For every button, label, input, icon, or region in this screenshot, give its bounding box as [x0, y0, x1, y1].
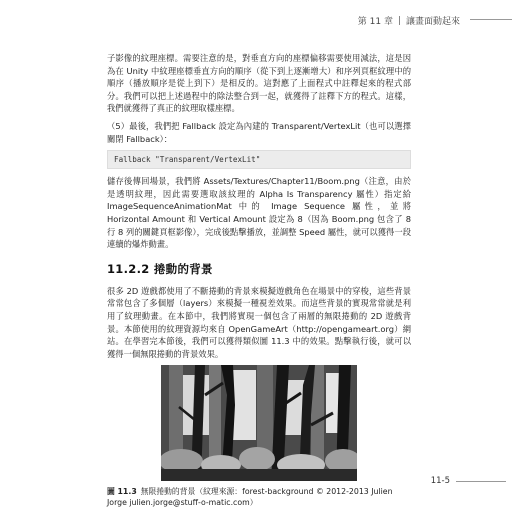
forest-illustration: [161, 365, 357, 481]
figure-forest-background: [161, 365, 357, 481]
figure-caption-text: 無限捲動的背景（紋理來源：forest-background © 2012-2013 Julien Jorge julien.jorge@stuff-o-matic.com）: [107, 487, 393, 508]
code-block: Fallback "Transparent/VertexLit": [107, 150, 411, 169]
paragraph-scrolling-bg: 很多 2D 遊戲都使用了不斷捲動的背景來模擬遊戲角色在場景中的穿梭，這些背景常常包含了多個層（layers）來模擬一種視差效果。而這些背景的實現常常就是利用了紋理動畫。在本節中，我們將實現一個包含了兩層的無限捲動的 2D 遊戲背景。本節使用的紋理資源均來自 OpenGameArt（http://opengameart.org）網站。在學習完本節後，我們可以獲得類似圖 11.3 中的效果。點擊執行後，就可以獲得一個無限捲動的背景效果。: [107, 285, 411, 359]
header-rule: [470, 19, 512, 20]
header-title: 讓畫面動起來: [405, 17, 460, 27]
figure-number: 圖 11.3: [107, 487, 137, 497]
section-heading: 11.2.2 捲動的背景: [107, 261, 213, 276]
main-content: [107, 52, 411, 508]
page-number: 11-5: [430, 476, 450, 486]
paragraph-fallback-step: （5）最後，我們把 Fallback 設定為內建的 Transparent/VertexLit（也可以選擇關閉 Fallback）：: [107, 120, 411, 144]
footer-rule: [456, 481, 506, 482]
paragraph-boom-setup: 儲存後傳回場景，我們將 Assets/Textures/Chapter11/Boom.png（注意，由於是透明紋理，因此需要選取該紋理的 Alpha Is Transparency 屬性）指定給 ImageSequenceAnimationMat 中的 Image Sequence 屬性，並將 Horizontal Amount 和 Vertical Amount 設定為 8（因為 Boom.png 包含了 8 行 8 列的關鍵頁框影像），完成後點擊播放，並調整 Speed 屬性，就可以獲得一段連續的爆炸動畫。: [107, 176, 411, 250]
figure-caption: [107, 486, 411, 508]
header-separator: [399, 16, 400, 25]
running-header: [358, 14, 460, 27]
paragraph-uv-explanation: 子影像的紋理座標。需要注意的是，對垂直方向的座標偏移需要使用減法，這是因為在 Unity 中紋理座標垂直方向的順序（從下到上逐漸增大）和序列頁框紋理中的順序（播放順序是從上到下）是相反的。這對應了上面程式中註釋起來的程式部分。我們可以把上述過程中的除法整合到一起，就獲得了註釋下方的程式。這樣，我們就獲得了真正的紋理取樣座標。: [107, 53, 411, 114]
header-chapter: 第 11 章: [357, 17, 393, 27]
